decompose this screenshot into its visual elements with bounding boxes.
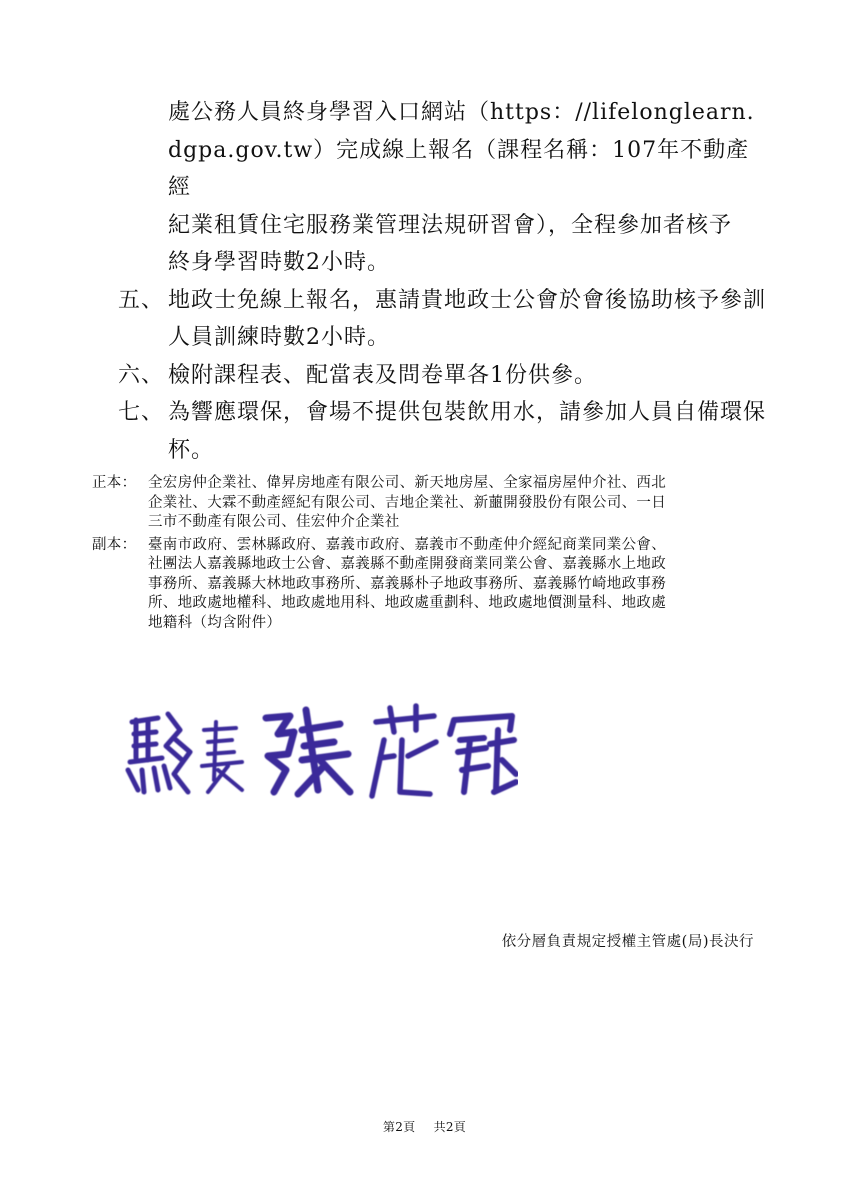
item-five: [118, 282, 768, 357]
page-footer: [0, 1118, 849, 1135]
item-seven: [118, 394, 768, 469]
copy-recipients-list: 臺南市政府、雲林縣政府、嘉義市政府、嘉義市不動產仲介經紀商業同業公會、 社團法人嘉義縣地政士公會、嘉義縣不動產開發商業同業公會、嘉義縣水上地政 事務所、嘉義縣大林地政事務所、嘉義縣朴子地政事務所、嘉義縣竹崎地政事務 所、地政處地權科、地政處地用科、地政處重劃科、地政處地價測量科、地政處 地籍科（均含附件）: [148, 536, 666, 631]
recipients-section: [92, 474, 772, 636]
copy-recipients: [92, 536, 772, 634]
item-number: 五、: [118, 287, 165, 313]
page-number: 第2頁: [382, 1120, 416, 1134]
item-six: [118, 357, 768, 395]
item-text: 地政士免線上報名，惠請貴地政士公會於會後協助核予參訓 人員訓練時數2小時。: [168, 287, 767, 350]
item-number: 七、: [118, 400, 165, 425]
copy-recipients-label: 副本：: [92, 536, 137, 553]
item-four-continuation: 處公務人員終身學習入口網站（https：//lifelonglearn. dgpa.gov.tw）完成線上報名（課程名稱：107年不動產經 紀業租賃住宅服務業管理法規研習會），全程參加者核予 終身學習時數2小時。: [168, 100, 755, 275]
document-body: [118, 94, 768, 469]
delegation-note: 依分層負責規定授權主管處(局)長決行: [501, 934, 754, 950]
main-recipients-label: 正本：: [92, 475, 137, 491]
item-number: 六、: [118, 362, 165, 388]
item-text: 為響應環保，會場不提供包裝飲用水，請參加人員自備環保 杯。: [168, 400, 767, 463]
main-recipients: [92, 474, 772, 533]
page-total: 共2頁: [433, 1120, 467, 1134]
item-text: 檢附課程表、配當表及問卷單各1份供參。: [168, 362, 597, 388]
magistrate-signature-stamp: [118, 700, 518, 810]
main-recipients-list: 全宏房仲企業社、偉昇房地產有限公司、新天地房屋、全家福房屋仲介社、西北 企業社、大霖不動產經紀有限公司、吉地企業社、新蘁開發股份有限公司、一日 三市不動產有限公司、佳宏仲介企業社: [148, 475, 666, 530]
